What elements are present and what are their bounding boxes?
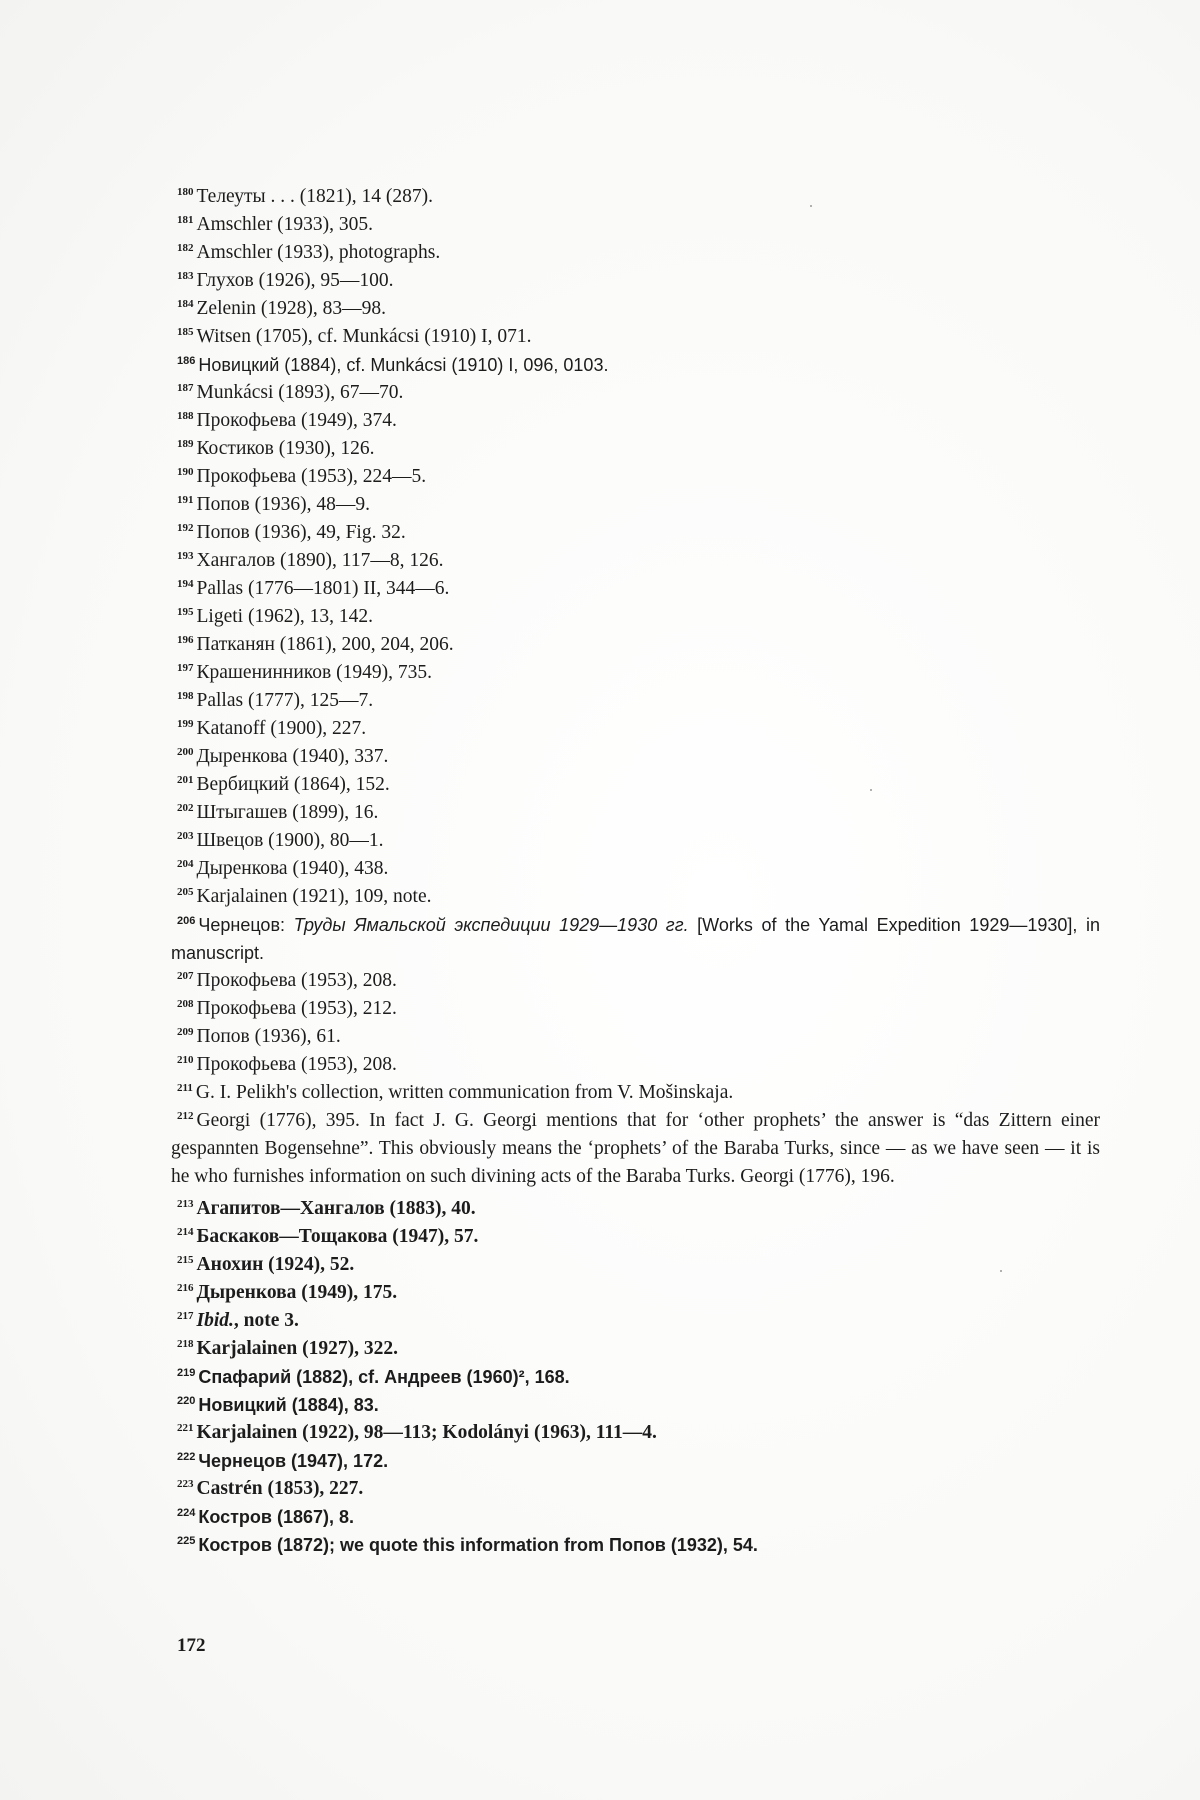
footnote-number: 196 bbox=[177, 634, 194, 646]
scan-speck bbox=[870, 789, 872, 791]
footnote-number: 197 bbox=[177, 662, 194, 674]
footnote-number: 201 bbox=[177, 774, 194, 786]
footnote-italic-title: Ibid. bbox=[196, 1310, 234, 1331]
footnote-number: 216 bbox=[177, 1282, 194, 1294]
footnote-text: Прокофьева (1953), 208. bbox=[196, 970, 397, 991]
footnote-text: Zelenin (1928), 83—98. bbox=[196, 298, 387, 319]
footnote-number: 186 bbox=[177, 355, 196, 367]
footnote-186 bbox=[171, 351, 1100, 379]
footnote-text: Katanoff (1900), 227. bbox=[196, 718, 367, 739]
footnote-number: 202 bbox=[177, 802, 194, 814]
footnote-text: Попов (1936), 61. bbox=[196, 1026, 341, 1047]
footnote-number: 224 bbox=[177, 1507, 196, 1519]
footnote-text: Ligeti (1962), 13, 142. bbox=[196, 606, 374, 627]
scan-speck bbox=[1000, 1270, 1002, 1272]
footnote-213 bbox=[171, 1195, 1100, 1223]
footnote-text: Спафарий (1882), cf. Андреев (1960)², 168. bbox=[198, 1367, 570, 1387]
footnote-text: Попов (1936), 48—9. bbox=[196, 494, 370, 515]
footnote-text: Amschler (1933), 305. bbox=[196, 214, 374, 235]
footnote-number: 207 bbox=[177, 970, 194, 982]
footnote-number: 184 bbox=[177, 298, 194, 310]
footnote-number: 211 bbox=[177, 1082, 193, 1094]
footnote-211 bbox=[171, 1079, 1100, 1107]
footnote-text: Дыренкова (1940), 337. bbox=[196, 746, 389, 767]
footnote-number: 215 bbox=[177, 1254, 194, 1266]
footnote-207 bbox=[171, 967, 1100, 995]
footnote-number: 221 bbox=[177, 1422, 194, 1434]
footnote-210 bbox=[171, 1051, 1100, 1079]
footnote-number: 198 bbox=[177, 690, 194, 702]
footnote-text: Костиков (1930), 126. bbox=[196, 438, 375, 459]
footnote-202 bbox=[171, 799, 1100, 827]
footnote-text: Хангалов (1890), 117—8, 126. bbox=[196, 550, 444, 571]
footnote-text: Новицкий (1884), 83. bbox=[198, 1395, 379, 1415]
footnote-216 bbox=[171, 1279, 1100, 1307]
footnote-188 bbox=[171, 407, 1100, 435]
footnote-219 bbox=[171, 1363, 1100, 1391]
footnote-number: 190 bbox=[177, 466, 194, 478]
footnote-text: Вербицкий (1864), 152. bbox=[196, 774, 390, 795]
footnote-220 bbox=[171, 1391, 1100, 1419]
footnote-180 bbox=[171, 183, 1100, 211]
footnote-201 bbox=[171, 771, 1100, 799]
footnote-number: 181 bbox=[177, 214, 194, 226]
footnote-text: Дыренкова (1940), 438. bbox=[196, 858, 389, 879]
footnote-203 bbox=[171, 827, 1100, 855]
footnote-197 bbox=[171, 659, 1100, 687]
footnote-text: Штыгашев (1899), 16. bbox=[196, 802, 379, 823]
footnote-number: 191 bbox=[177, 494, 194, 506]
footnote-number: 183 bbox=[177, 270, 194, 282]
footnote-195 bbox=[171, 603, 1100, 631]
footnote-223 bbox=[171, 1475, 1100, 1503]
footnote-190 bbox=[171, 463, 1100, 491]
footnote-218 bbox=[171, 1335, 1100, 1363]
footnote-text: Прокофьева (1953), 208. bbox=[196, 1054, 397, 1075]
footnote-182 bbox=[171, 239, 1100, 267]
footnote-text: Castrén (1853), 227. bbox=[196, 1478, 364, 1499]
footnote-text: Прокофьева (1953), 212. bbox=[196, 998, 397, 1019]
footnote-183 bbox=[171, 267, 1100, 295]
footnote-217 bbox=[171, 1307, 1100, 1335]
footnote-193 bbox=[171, 547, 1100, 575]
footnote-number: 220 bbox=[177, 1395, 196, 1407]
footnote-number: 195 bbox=[177, 606, 194, 618]
footnote-text: Патканян (1861), 200, 204, 206. bbox=[196, 634, 454, 655]
footnote-number: 205 bbox=[177, 886, 194, 898]
footnote-204 bbox=[171, 855, 1100, 883]
footnote-209 bbox=[171, 1023, 1100, 1051]
footnote-text: Прокофьева (1953), 224—5. bbox=[196, 466, 427, 487]
footnote-187 bbox=[171, 379, 1100, 407]
footnote-text: Karjalainen (1922), 98—113; Kodolányi (1963), 111—4. bbox=[196, 1422, 657, 1443]
footnote-text-after: [Works of the Yamal Expedition 1929—1930], in manuscript. bbox=[171, 915, 1101, 963]
footnote-text: Pallas (1776—1801) II, 344—6. bbox=[196, 578, 450, 599]
footnote-number: 217 bbox=[177, 1310, 194, 1322]
footnote-208 bbox=[171, 995, 1100, 1023]
footnote-205 bbox=[171, 883, 1100, 911]
footnote-number: 218 bbox=[177, 1338, 194, 1350]
footnote-number: 222 bbox=[177, 1451, 196, 1463]
footnote-number: 206 bbox=[177, 915, 196, 927]
footnote-194 bbox=[171, 575, 1100, 603]
footnote-number: 188 bbox=[177, 410, 194, 422]
footnote-text: Швецов (1900), 80—1. bbox=[196, 830, 384, 851]
footnote-number: 223 bbox=[177, 1478, 194, 1490]
footnote-number: 193 bbox=[177, 550, 194, 562]
footnote-text: Агапитов—Хангалов (1883), 40. bbox=[196, 1198, 476, 1219]
footnote-number: 192 bbox=[177, 522, 194, 534]
footnote-185 bbox=[171, 323, 1100, 351]
footnote-italic-title: Труды Ямальской экспедиции 1929—1930 гг. bbox=[293, 915, 689, 935]
footnote-number: 200 bbox=[177, 746, 194, 758]
footnote-number: 204 bbox=[177, 858, 194, 870]
footnote-181 bbox=[171, 211, 1100, 239]
footnote-text: Глухов (1926), 95—100. bbox=[196, 270, 394, 291]
footnote-number: 203 bbox=[177, 830, 194, 842]
footnote-200 bbox=[171, 743, 1100, 771]
footnote-number: 180 bbox=[177, 186, 194, 198]
footnote-number: 199 bbox=[177, 718, 194, 730]
footnote-number: 194 bbox=[177, 578, 194, 590]
footnote-number: 182 bbox=[177, 242, 194, 254]
footnote-text: Телеуты . . . (1821), 14 (287). bbox=[196, 186, 433, 207]
footnote-text: Georgi (1776), 395. In fact J. G. Georgi mentions that for ‘other prophets’ the answer is “das Zittern einer gespannten Bogensehne”. This obviously means the ‘prophets’ of the Baraba Turks, since — as we have seen — it is he who furnishes information on such divining acts of the Baraba Turks. Georgi (1776), 196. bbox=[171, 1110, 1100, 1187]
footnote-text: Munkácsi (1893), 67—70. bbox=[196, 382, 404, 403]
footnote-text: Попов (1936), 49, Fig. 32. bbox=[196, 522, 406, 543]
footnote-184 bbox=[171, 295, 1100, 323]
footnote-number: 185 bbox=[177, 326, 194, 338]
footnote-text: Дыренкова (1949), 175. bbox=[196, 1282, 398, 1303]
footnote-192 bbox=[171, 519, 1100, 547]
footnote-number: 225 bbox=[177, 1535, 196, 1547]
footnotes-list bbox=[171, 183, 1100, 1559]
footnote-198 bbox=[171, 687, 1100, 715]
footnote-number: 213 bbox=[177, 1198, 194, 1210]
footnote-number: 212 bbox=[177, 1110, 194, 1122]
footnote-text: Новицкий (1884), cf. Munkácsi (1910) I, 096, 0103. bbox=[198, 355, 609, 375]
footnote-number: 214 bbox=[177, 1226, 194, 1238]
footnote-text: Анохин (1924), 52. bbox=[196, 1254, 355, 1275]
footnote-number: 189 bbox=[177, 438, 194, 450]
footnote-text: Pallas (1777), 125—7. bbox=[196, 690, 374, 711]
footnote-212 bbox=[171, 1107, 1100, 1191]
footnote-222 bbox=[171, 1447, 1100, 1475]
footnote-text: Крашенинников (1949), 735. bbox=[196, 662, 432, 683]
footnote-214 bbox=[171, 1223, 1100, 1251]
footnote-206 bbox=[171, 911, 1100, 967]
footnote-number: 210 bbox=[177, 1054, 194, 1066]
footnote-text: Костров (1872); we quote this information from Попов (1932), 54. bbox=[198, 1535, 758, 1555]
footnote-text: Костров (1867), 8. bbox=[198, 1507, 355, 1527]
footnote-number: 208 bbox=[177, 998, 194, 1010]
footnote-text: Баскаков—Тощакова (1947), 57. bbox=[196, 1226, 479, 1247]
footnote-number: 187 bbox=[177, 382, 194, 394]
footnote-215 bbox=[171, 1251, 1100, 1279]
footnote-199 bbox=[171, 715, 1100, 743]
footnote-text: Чернецов (1947), 172. bbox=[198, 1451, 389, 1471]
footnote-text: Witsen (1705), cf. Munkácsi (1910) I, 071. bbox=[196, 326, 532, 347]
scan-speck bbox=[810, 205, 812, 207]
footnote-196 bbox=[171, 631, 1100, 659]
footnote-221 bbox=[171, 1419, 1100, 1447]
footnote-text: Karjalainen (1921), 109, note. bbox=[196, 886, 432, 907]
footnote-text: Amschler (1933), photographs. bbox=[196, 242, 441, 263]
footnote-number: 219 bbox=[177, 1367, 196, 1379]
footnote-text: Karjalainen (1927), 322. bbox=[196, 1338, 398, 1359]
footnote-text: Чернецов: bbox=[198, 915, 294, 935]
footnote-text: G. I. Pelikh's collection, written communication from V. Mošinskaja. bbox=[195, 1082, 734, 1103]
footnote-text: Прокофьева (1949), 374. bbox=[196, 410, 397, 431]
footnote-191 bbox=[171, 491, 1100, 519]
footnote-text-after: , note 3. bbox=[233, 1310, 299, 1331]
page-number: 172 bbox=[177, 1635, 206, 1656]
footnote-189 bbox=[171, 435, 1100, 463]
footnote-224 bbox=[171, 1503, 1100, 1531]
footnote-225 bbox=[171, 1531, 1100, 1559]
footnote-number: 209 bbox=[177, 1026, 194, 1038]
